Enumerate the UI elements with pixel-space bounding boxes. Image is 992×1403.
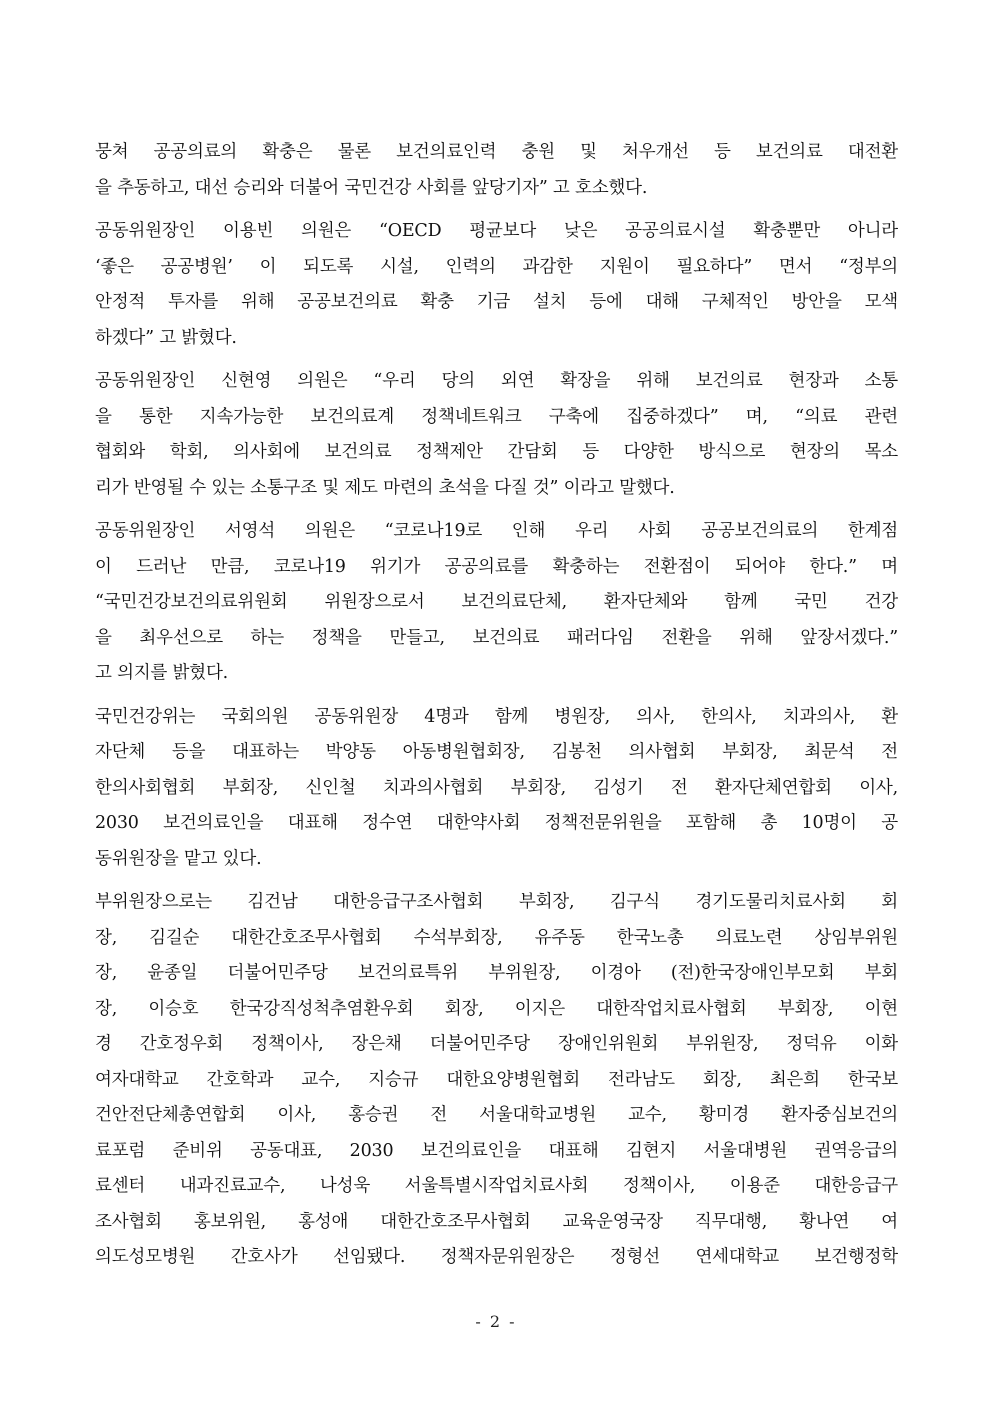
text-line: 2030 보건의료인을 대표해 정수연 대한약사회 정책전문위원을 포함해 총 10명이 공 xyxy=(95,813,898,833)
document-body xyxy=(95,135,898,1284)
text-line: 공동위원장인 이용빈 의원은 “OECD 평균보다 낮은 공공의료시설 확충뿐만 아니라 xyxy=(95,221,898,241)
page-number: - 2 - xyxy=(475,1312,517,1331)
text-line: 한의사회협회 부회장, 신인철 치과의사협회 부회장, 김성기 전 환자단체연합회 이사, xyxy=(95,777,898,798)
paragraph xyxy=(95,364,898,506)
text-line: 을 추동하고, 대선 승리와 더불어 국민건강 사회를 앞당기자” 고 호소했다. xyxy=(95,177,648,198)
text-line: 공동위원장인 서영석 의원은 “코로나19로 인해 우리 사회 공공보건의료의 한계점 xyxy=(95,521,898,541)
text-line: 고 의지를 밝혔다. xyxy=(95,663,229,683)
text-line: 국민건강위는 국회의원 공동위원장 4명과 함께 병원장, 의사, 한의사, 치과의사, 환 xyxy=(95,706,898,727)
text-line: 을 통한 지속가능한 보건의료계 정책네트워크 구축에 집중하겠다” 며, “의료 관련 xyxy=(95,406,898,427)
text-line: 이 드러난 만큼, 코로나19 위기가 공공의료를 확충하는 전환점이 되어야 한다.” 며 xyxy=(95,556,898,577)
text-line: 뭉쳐 공공의료의 확충은 물론 보건의료인력 충원 및 처우개선 등 보건의료 대전환 xyxy=(95,142,898,162)
text-line: “국민건강보건의료위원회 위원장으로서 보건의료단체, 환자단체와 함께 국민 건강 xyxy=(95,592,898,612)
paragraph xyxy=(95,135,898,206)
paragraph xyxy=(95,514,898,692)
text-line: ‘좋은 공공병원’ 이 되도록 시설, 인력의 과감한 지원이 필요하다” 면서 “정부의 xyxy=(95,256,898,277)
text-line: 장, 이승호 한국강직성척추염환우회 회장, 이지은 대한작업치료사협회 부회장, 이현 xyxy=(95,998,898,1019)
text-line: 을 최우선으로 하는 정책을 만들고, 보건의료 패러다임 전환을 위해 앞장서겠다.” xyxy=(95,627,898,648)
text-line: 건안전단체총연합회 이사, 홍승권 전 서울대학교병원 교수, 황미경 환자중심보건의 xyxy=(95,1105,898,1125)
text-line: 동위원장을 맡고 있다. xyxy=(95,848,262,869)
text-line: 여자대학교 간호학과 교수, 지승규 대한요양병원협회 전라남도 회장, 최은희 한국보 xyxy=(95,1069,898,1090)
text-line: 장, 김길순 대한간호조무사협회 수석부회장, 유주동 한국노총 의료노련 상임부위원 xyxy=(95,927,898,948)
paragraph xyxy=(95,700,898,878)
text-line: 장, 윤종일 더불어민주당 보건의료특위 부위원장, 이경아 (전)한국장애인부모회 부회 xyxy=(95,963,898,983)
text-line: 안정적 투자를 위해 공공보건의료 확충 기금 설치 등에 대해 구체적인 방안을 모색 xyxy=(95,292,898,312)
text-line: 협회와 학회, 의사회에 보건의료 정책제안 간담회 등 다양한 방식으로 현장의 목소 xyxy=(95,442,898,462)
text-line: 조사협회 홍보위원, 홍성애 대한간호조무사협회 교육운영국장 직무대행, 황나연 여 xyxy=(95,1211,898,1232)
text-line: 경 간호정우회 정책이사, 장은채 더불어민주당 장애인위원회 부위원장, 정덕유 이화 xyxy=(95,1034,898,1054)
paragraph xyxy=(95,885,898,1276)
text-line: 부위원장으로는 김건남 대한응급구조사협회 부회장, 김구식 경기도물리치료사회 회 xyxy=(95,892,898,912)
text-line: 공동위원장인 신현영 의원은 “우리 당의 외연 확장을 위해 보건의료 현장과 소통 xyxy=(95,371,898,391)
text-line: 의도성모병원 간호사가 선임됐다. 정책자문위원장은 정형선 연세대학교 보건행정학 xyxy=(95,1247,898,1267)
text-line: 자단체 등을 대표하는 박양동 아동병원협회장, 김봉천 의사협회 부회장, 최문석 전 xyxy=(95,742,898,762)
paragraph xyxy=(95,214,898,356)
text-line: 료포럼 준비위 공동대표, 2030 보건의료인을 대표해 김현지 서울대병원 권역응급의 xyxy=(95,1140,898,1161)
text-line: 료센터 내과진료교수, 나성욱 서울특별시작업치료사회 정책이사, 이용준 대한응급구 xyxy=(95,1176,898,1196)
text-line: 하겠다” 고 밝혔다. xyxy=(95,327,237,348)
text-line: 리가 반영될 수 있는 소통구조 및 제도 마련의 초석을 다질 것” 이라고 말했다. xyxy=(95,477,675,498)
